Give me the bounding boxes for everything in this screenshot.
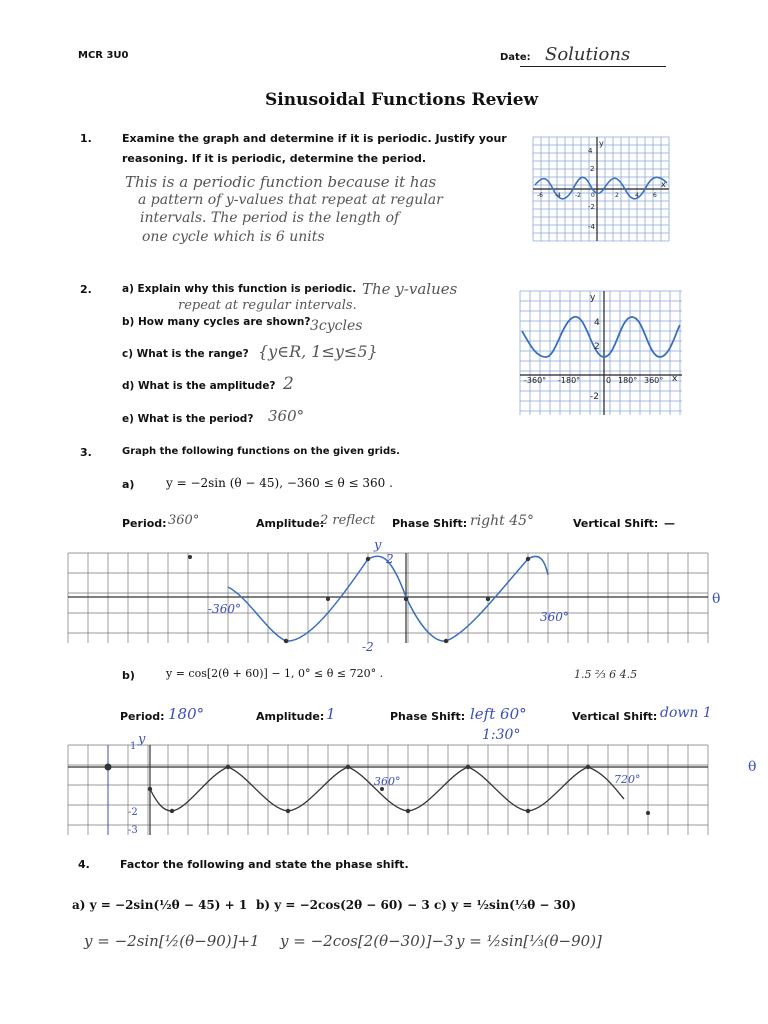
q3b-amplitude-value: 1: [326, 705, 336, 723]
q1-x-tick: 2: [615, 192, 619, 199]
q2-number: 2.: [80, 283, 92, 296]
q2-y-tick: 4: [594, 318, 600, 328]
q1-x-tick: -6: [537, 192, 543, 199]
q3a-vertical-label: Vertical Shift:: [573, 517, 659, 530]
q4c-printed: c) y = ½sin(⅓θ − 30): [434, 898, 576, 912]
q2-graph: [520, 291, 682, 415]
q1-y-axis-label: y: [599, 139, 604, 148]
q3b-label-neg3: -3: [128, 825, 138, 836]
q4a-printed: a) y = −2sin(½θ − 45) + 1: [72, 898, 248, 912]
q1-graph: [533, 137, 669, 241]
date-underline: [520, 66, 666, 67]
date-label: Date:: [500, 52, 531, 63]
q4-number: 4.: [78, 858, 90, 871]
q4b-answer: y = −2cos[2(θ−30)]−3: [280, 932, 454, 950]
q2c-answer: {y∈R, 1≤y≤5}: [258, 342, 378, 361]
q2-x-tick: -360°: [524, 376, 547, 385]
q3b-label-1: 1: [130, 741, 137, 752]
q2a-answer-line1: The y-values: [362, 280, 458, 298]
q1-x-tick: 6: [653, 192, 657, 199]
q1-answer-line2: a pattern of y-values that repeat at regular: [138, 192, 443, 208]
q2c-prompt: c) What is the range?: [122, 348, 249, 360]
q1-x-tick: -4: [555, 192, 561, 199]
q3a-label-pos360: 360°: [540, 610, 569, 624]
q3a-phase-value: right 45°: [470, 513, 535, 529]
q3b-label-y: y: [138, 732, 146, 747]
q3b-label: b): [122, 669, 135, 682]
q3b-side-note: 1.5 ⅔ 6 4.5: [574, 668, 638, 681]
q3-prompt: Graph the following functions on the given grids.: [122, 446, 400, 457]
q3a-amplitude-value: 2 reflect: [320, 513, 376, 528]
q3b-vertical-label: Vertical Shift:: [572, 710, 658, 723]
q3b-equation: y = cos[2(θ + 60)] − 1, 0° ≤ θ ≤ 720° .: [166, 667, 384, 680]
q3a-label-neg2: -2: [362, 640, 374, 654]
q1-y-tick: -2: [588, 203, 595, 211]
q2-y-tick: 2: [594, 342, 600, 352]
q3b-phase-value: left 60°: [470, 705, 527, 723]
q3a-theta-label: θ: [712, 591, 721, 607]
q3b-vertical-value: down 1: [660, 705, 712, 721]
q2a-prompt: a) Explain why this function is periodic.: [122, 283, 357, 295]
q2b-prompt: b) How many cycles are shown?: [122, 316, 311, 328]
q2-x-tick: 0: [606, 376, 612, 385]
q4a-answer: y = −2sin[½(θ−90)]+1: [84, 932, 260, 950]
q1-number: 1.: [80, 132, 92, 145]
q1-prompt-line2: reasoning. If it is periodic, determine the period.: [122, 152, 427, 165]
q3b-amplitude-label: Amplitude:: [256, 710, 325, 723]
q1-answer-line3: intervals. The period is the length of: [140, 210, 400, 226]
date-value: Solutions: [545, 44, 631, 65]
q2b-answer: 3cycles: [310, 318, 363, 334]
q3a-grid: [68, 538, 721, 654]
q3a-vertical-value: —: [664, 517, 675, 530]
q1-y-tick: 2: [590, 165, 595, 173]
q2-x-tick: -180°: [558, 376, 581, 385]
q4-prompt: Factor the following and state the phase shift.: [120, 858, 409, 871]
q3a-label-2: 2: [386, 552, 394, 566]
q3b-phase-label: Phase Shift:: [390, 710, 466, 723]
q3-number: 3.: [80, 446, 92, 459]
q2-y-tick: -2: [590, 392, 599, 402]
q1-x-tick: -2: [575, 192, 581, 199]
q1-y-tick: 4: [588, 147, 593, 155]
q3b-period-label: Period:: [120, 710, 165, 723]
q3b-phase-note: 1:30°: [482, 727, 521, 743]
q3a-label-y: y: [374, 538, 382, 553]
q3a-label-neg360: -360°: [208, 602, 241, 616]
q3a-period-value: 360°: [168, 513, 200, 528]
q1-answer-line1: This is a periodic function because it has: [125, 173, 437, 191]
q2e-prompt: e) What is the period?: [122, 413, 254, 425]
q3b-label-neg2: -2: [128, 807, 138, 818]
q3a-equation: y = −2sin (θ − 45), −360 ≤ θ ≤ 360 .: [166, 476, 393, 490]
q1-answer-line4: one cycle which is 6 units: [142, 229, 325, 245]
q3b-label-360: 360°: [374, 775, 401, 788]
q2-x-tick: 360°: [644, 376, 664, 385]
course-code: MCR 3U0: [78, 50, 129, 61]
q4c-answer: y = ½sin[⅓(θ−90)]: [456, 932, 602, 950]
q3b-theta-label: θ: [748, 759, 757, 775]
page-title: Sinusoidal Functions Review: [265, 90, 539, 110]
q2e-answer: 360°: [268, 407, 305, 425]
q1-x-tick: 4: [635, 192, 639, 199]
q1-x-tick: 0: [591, 192, 595, 199]
q2d-prompt: d) What is the amplitude?: [122, 380, 276, 392]
q2a-answer-line2: repeat at regular intervals.: [178, 298, 357, 313]
q1-x-axis-label: x: [661, 180, 666, 189]
q3a-phase-label: Phase Shift:: [392, 517, 468, 530]
q1-y-tick: -4: [588, 223, 595, 231]
q3b-label-720: 720°: [614, 773, 641, 786]
q2d-answer: 2: [283, 374, 294, 394]
q3a-label: a): [122, 478, 135, 491]
q4b-printed: b) y = −2cos(2θ − 60) − 3: [256, 898, 430, 912]
q1-prompt-line1: Examine the graph and determine if it is periodic. Justify your: [122, 132, 507, 145]
q3a-amplitude-label: Amplitude:: [256, 517, 325, 530]
q3b-period-value: 180°: [168, 705, 205, 723]
q2-y-axis-label: y: [590, 293, 596, 303]
q3a-period-label: Period:: [122, 517, 167, 530]
q2-x-axis-label: x: [672, 374, 678, 384]
q2-x-tick: 180°: [618, 376, 638, 385]
